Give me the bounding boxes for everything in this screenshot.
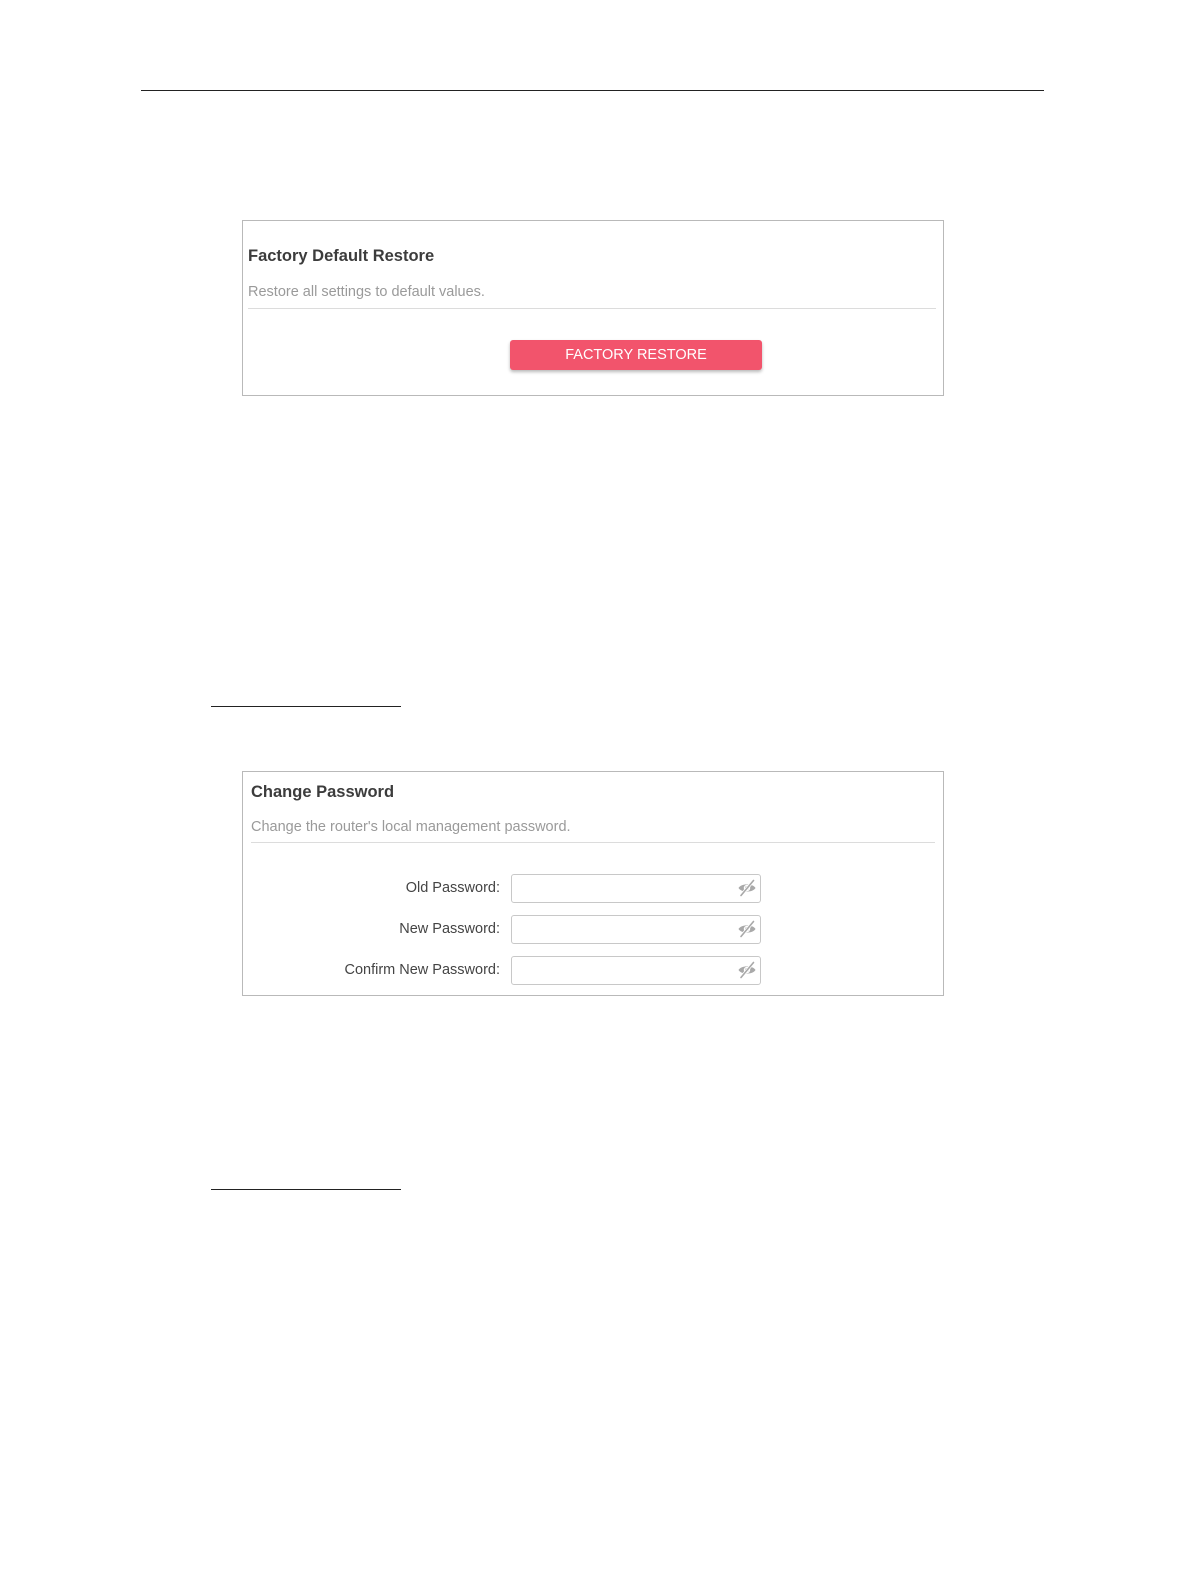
confirm-password-label: Confirm New Password: [344,962,500,978]
new-password-row [243,915,943,944]
new-password-input[interactable] [511,915,761,944]
new-password-label: New Password: [399,921,500,937]
eye-slash-icon[interactable] [737,961,757,979]
section-rule [211,1189,401,1190]
old-password-input[interactable] [511,874,761,903]
change-password-title: Change Password [251,783,395,801]
page-header-rule [141,90,1044,91]
factory-restore-title: Factory Default Restore [248,247,435,265]
eye-slash-icon[interactable] [737,920,757,938]
factory-restore-description: Restore all settings to default values. [248,284,485,300]
confirm-password-row [243,956,943,985]
factory-default-restore-panel [242,220,944,396]
section-rule [211,706,401,707]
change-password-description: Change the router's local management password. [251,819,571,835]
eye-slash-icon[interactable] [737,879,757,897]
factory-restore-divider [248,308,936,309]
factory-restore-button[interactable]: FACTORY RESTORE [510,340,762,370]
change-password-divider [251,842,935,843]
old-password-row [243,874,943,903]
old-password-label: Old Password: [405,880,500,896]
change-password-panel [242,771,944,996]
confirm-password-input[interactable] [511,956,761,985]
